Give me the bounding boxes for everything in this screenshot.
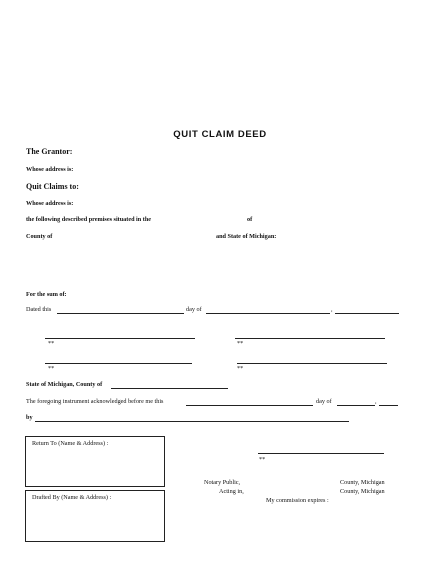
signature-line[interactable] (237, 363, 387, 364)
foregoing-text: The foregoing instrument acknowledged before me this (26, 398, 164, 405)
dated-year-line[interactable] (335, 313, 399, 314)
county-line[interactable] (111, 388, 228, 389)
return-to-box[interactable] (25, 436, 165, 487)
notary-mark: ** (259, 456, 266, 463)
state-label: and State of Michigan: (216, 233, 277, 240)
acknowledged-year-line[interactable] (379, 405, 398, 406)
acknowledged-day-line[interactable] (186, 405, 313, 406)
comma-label: , (331, 306, 333, 313)
premises-text: the following described premises situated in the (26, 216, 152, 223)
acting-county-label: County, Michigan (340, 488, 385, 495)
acting-in-label: Acting in, (219, 488, 244, 495)
dated-this-label: Dated this (26, 306, 52, 313)
county-of-label: County of (26, 233, 53, 240)
grantee-label: Quit Claims to: (26, 182, 79, 191)
signature-line[interactable] (45, 338, 195, 339)
signature-mark: ** (237, 365, 244, 372)
sum-label: For the sum of: (26, 291, 67, 298)
signature-line[interactable] (45, 363, 192, 364)
notary-public-label: Notary Public, (204, 479, 241, 486)
grantee-address-label: Whose address is: (26, 200, 74, 207)
dated-day-line[interactable] (57, 313, 184, 314)
comma-label-2: , (375, 398, 377, 405)
by-line[interactable] (35, 421, 349, 422)
signature-mark: ** (237, 340, 244, 347)
document-title: QUIT CLAIM DEED (173, 129, 267, 140)
day-of-label: day of (186, 306, 202, 313)
commission-label: My commission expires : (266, 497, 329, 504)
of-label: of (247, 216, 253, 223)
day-of-label-2: day of (316, 398, 332, 405)
by-label: by (26, 414, 33, 421)
signature-line[interactable] (235, 338, 385, 339)
acknowledged-month-line[interactable] (337, 405, 375, 406)
drafted-by-label: Drafted By (Name & Address) : (32, 494, 112, 501)
grantor-label: The Grantor: (26, 147, 73, 156)
signature-mark: ** (48, 340, 55, 347)
signature-mark: ** (48, 365, 55, 372)
grantor-address-label: Whose address is: (26, 166, 74, 173)
notary-signature-line[interactable] (258, 453, 384, 454)
dated-month-line[interactable] (206, 313, 330, 314)
notary-county-label: County, Michigan (340, 479, 385, 486)
return-to-label: Return To (Name & Address) : (32, 440, 109, 447)
state-county-label: State of Michigan, County of (26, 381, 103, 388)
drafted-by-box[interactable] (25, 490, 165, 542)
